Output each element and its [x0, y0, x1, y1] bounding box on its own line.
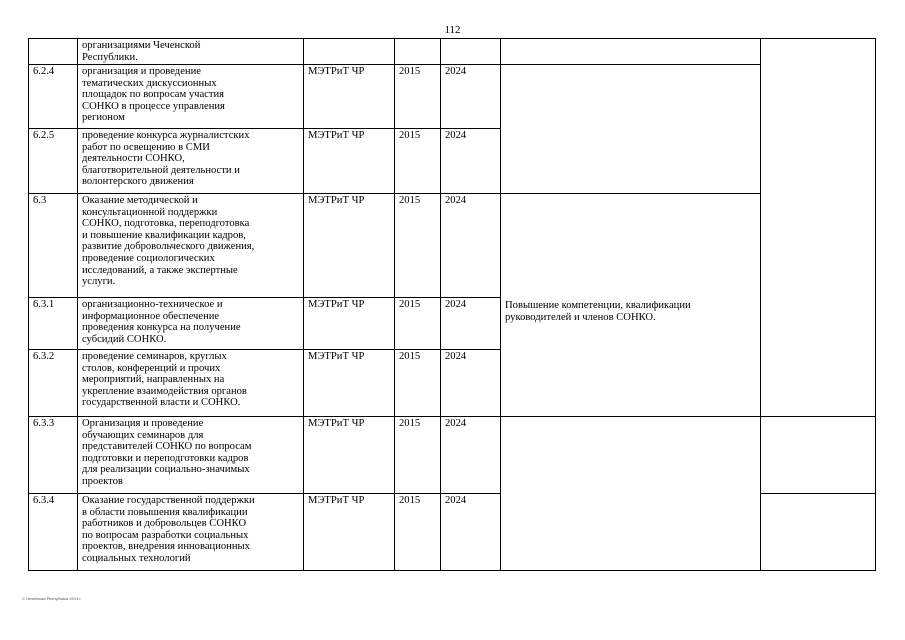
table-cell-end-year: 2024 — [440, 297, 501, 350]
table-cell-number: 6.3.4 — [28, 493, 78, 571]
table-cell-executor: МЭТРиТ ЧР — [303, 416, 395, 494]
table-cell-end-year: 2024 — [440, 349, 501, 417]
table-cell-executor: МЭТРиТ ЧР — [303, 297, 395, 350]
program-table — [28, 38, 876, 571]
table-cell-result: Повышение компетенции, квалификации руководителей и членов СОНКО. — [500, 193, 761, 417]
table-cell-indicator — [760, 416, 876, 494]
table-cell-number: 6.2.4 — [28, 64, 78, 129]
table-cell-number: 6.3.1 — [28, 297, 78, 350]
table-cell-number: 6.3.2 — [28, 349, 78, 417]
footer-note: С Чеченская Республика 2014 г. — [22, 596, 82, 601]
table-cell-executor: МЭТРиТ ЧР — [303, 128, 395, 194]
table-cell-number: 6.3 — [28, 193, 78, 298]
table-cell-number: 6.2.5 — [28, 128, 78, 194]
table-cell-activity: проведение конкурса журналистских работ по освещению в СМИ деятельности СОНКО, благотворительной деятельности и волонтерского движения — [77, 128, 304, 194]
table-cell-executor — [303, 38, 395, 65]
table-cell-end-year: 2024 — [440, 416, 501, 494]
page-number: 112 — [444, 24, 461, 36]
table-cell-activity: организационно-техническое и информационное обеспечение проведения конкурса на получение субсидий СОНКО. — [77, 297, 304, 350]
table-cell-start-year: 2015 — [394, 128, 441, 194]
table-cell-start-year: 2015 — [394, 416, 441, 494]
table-cell-indicator — [760, 38, 876, 417]
table-cell-end-year: 2024 — [440, 493, 501, 571]
table-cell-start-year — [394, 38, 441, 65]
table-cell-executor: МЭТРиТ ЧР — [303, 64, 395, 129]
table-cell-end-year — [440, 38, 501, 65]
table-cell-executor: МЭТРиТ ЧР — [303, 193, 395, 298]
table-cell-executor: МЭТРиТ ЧР — [303, 349, 395, 417]
table-cell-start-year: 2015 — [394, 493, 441, 571]
table-cell-number — [28, 38, 78, 65]
table-cell-end-year: 2024 — [440, 193, 501, 298]
table-cell-start-year: 2015 — [394, 349, 441, 417]
table-cell-number: 6.3.3 — [28, 416, 78, 494]
table-cell-activity: Оказание методической и консультационной поддержки СОНКО, подготовка, переподготовка и повышение квалификации кадров, развитие добровольческого движения, проведение социологических исследований, а также экспертные услуги. — [77, 193, 304, 298]
table-cell-end-year: 2024 — [440, 64, 501, 129]
table-cell-start-year: 2015 — [394, 193, 441, 298]
table-cell-result — [500, 416, 761, 571]
table-cell-result — [500, 38, 761, 65]
table-cell-activity: проведение семинаров, круглых столов, конференций и прочих мероприятий, направленных на укрепление взаимодействия органов государственной власти и СОНКО. — [77, 349, 304, 417]
table-cell-start-year: 2015 — [394, 64, 441, 129]
table-cell-activity: организация и проведение тематических дискуссионных площадок по вопросам участия СОНКО в процессе управления регионом — [77, 64, 304, 129]
table-cell-activity: Оказание государственной поддержки в области повышения квалификации работников и добровольцев СОНКО по вопросам разработки социальных проектов, внедрения инновационных социальных технологий — [77, 493, 304, 571]
table-cell-executor: МЭТРиТ ЧР — [303, 493, 395, 571]
table-cell-start-year: 2015 — [394, 297, 441, 350]
table-cell-end-year: 2024 — [440, 128, 501, 194]
table-cell-activity: Организация и проведение обучающих семинаров для представителей СОНКО по вопросам подготовки и переподготовки кадров для реализации социально-значимых проектов — [77, 416, 304, 494]
table-cell-activity: организациями Чеченской Республики. — [77, 38, 304, 65]
table-cell-result — [500, 64, 761, 194]
table-cell-indicator — [760, 493, 876, 571]
